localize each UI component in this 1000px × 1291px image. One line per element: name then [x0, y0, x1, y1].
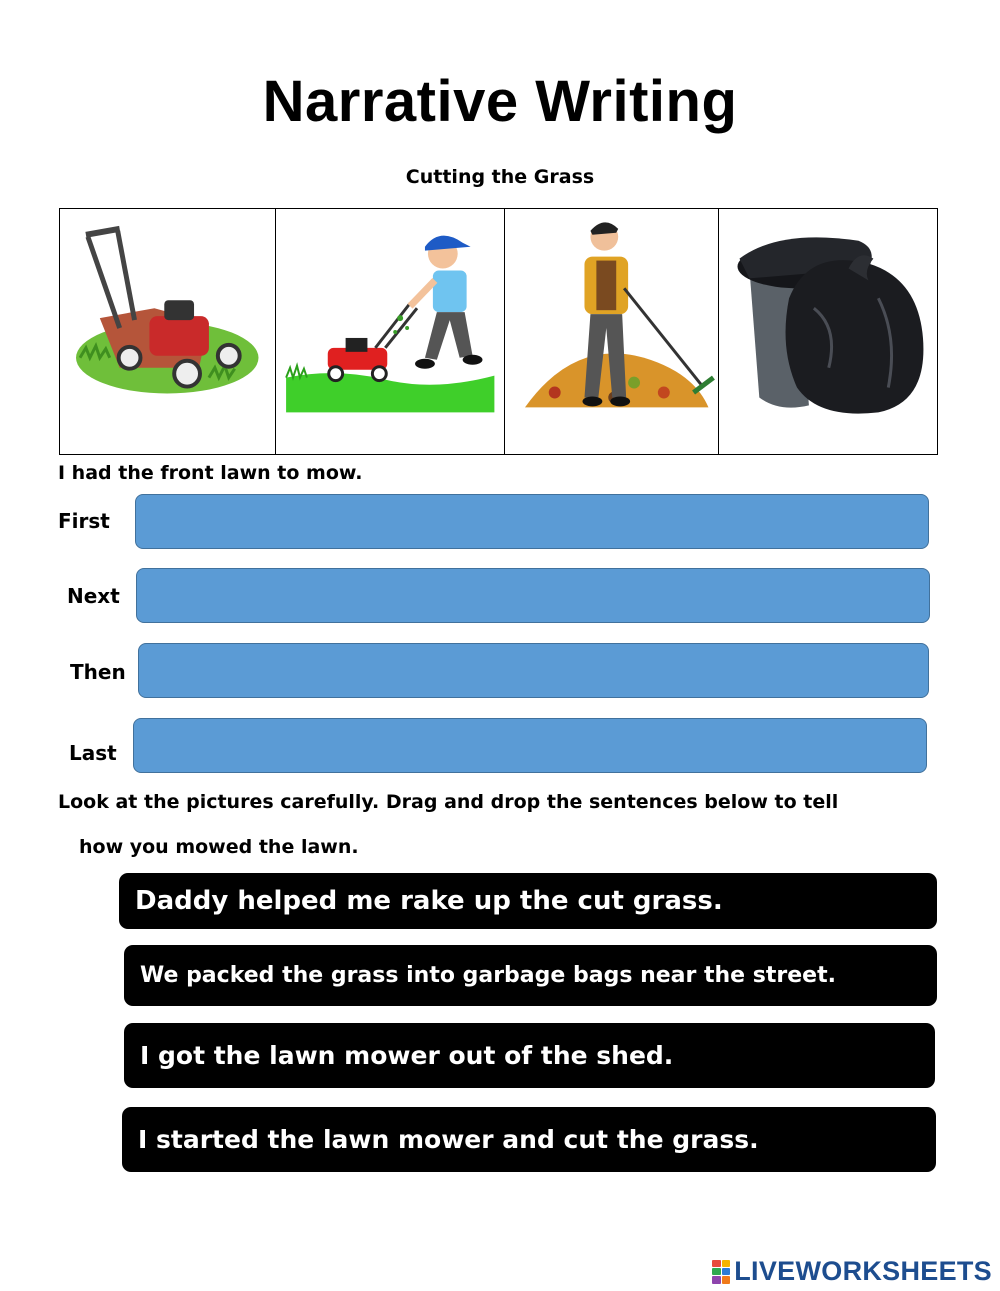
sentence-card-4[interactable]: I started the lawn mower and cut the grass. — [122, 1107, 936, 1172]
sentence-card-2[interactable]: We packed the grass into garbage bags near the street. — [124, 945, 937, 1006]
boy-mowing-icon — [276, 209, 504, 454]
drop-slot-first[interactable] — [135, 494, 929, 549]
instruction-line-1: Look at the pictures carefully. Drag and drop the sentences below to tell — [58, 791, 839, 813]
slot-label-next: Next — [67, 584, 120, 608]
man-raking-icon — [505, 209, 718, 454]
lawn-mower-picture — [60, 209, 276, 454]
slot-label-first: First — [58, 509, 110, 533]
lawn-mower-icon — [60, 209, 275, 454]
garbage-bag-picture — [719, 209, 938, 454]
page-title: Narrative Writing — [262, 69, 738, 134]
drop-slot-next[interactable] — [136, 568, 930, 623]
boy-mowing-picture — [276, 209, 505, 454]
intro-sentence: I had the front lawn to mow. — [58, 462, 363, 484]
slot-label-last: Last — [69, 741, 117, 765]
drop-slot-last[interactable] — [133, 718, 927, 773]
logo-blocks-icon — [712, 1260, 730, 1284]
page-subtitle: Cutting the Grass — [405, 166, 595, 188]
drop-slot-then[interactable] — [138, 643, 929, 698]
slot-label-then: Then — [70, 660, 126, 684]
man-raking-picture — [505, 209, 719, 454]
liveworksheets-logo — [712, 1256, 992, 1287]
sentence-card-1[interactable]: Daddy helped me rake up the cut grass. — [119, 873, 937, 929]
logo-text: LIVEWORKSHEETS — [734, 1256, 992, 1286]
sentence-card-3[interactable]: I got the lawn mower out of the shed. — [124, 1023, 935, 1088]
picture-strip — [59, 208, 938, 455]
garbage-bag-icon — [719, 209, 938, 454]
instruction-line-2: how you mowed the lawn. — [79, 836, 359, 858]
